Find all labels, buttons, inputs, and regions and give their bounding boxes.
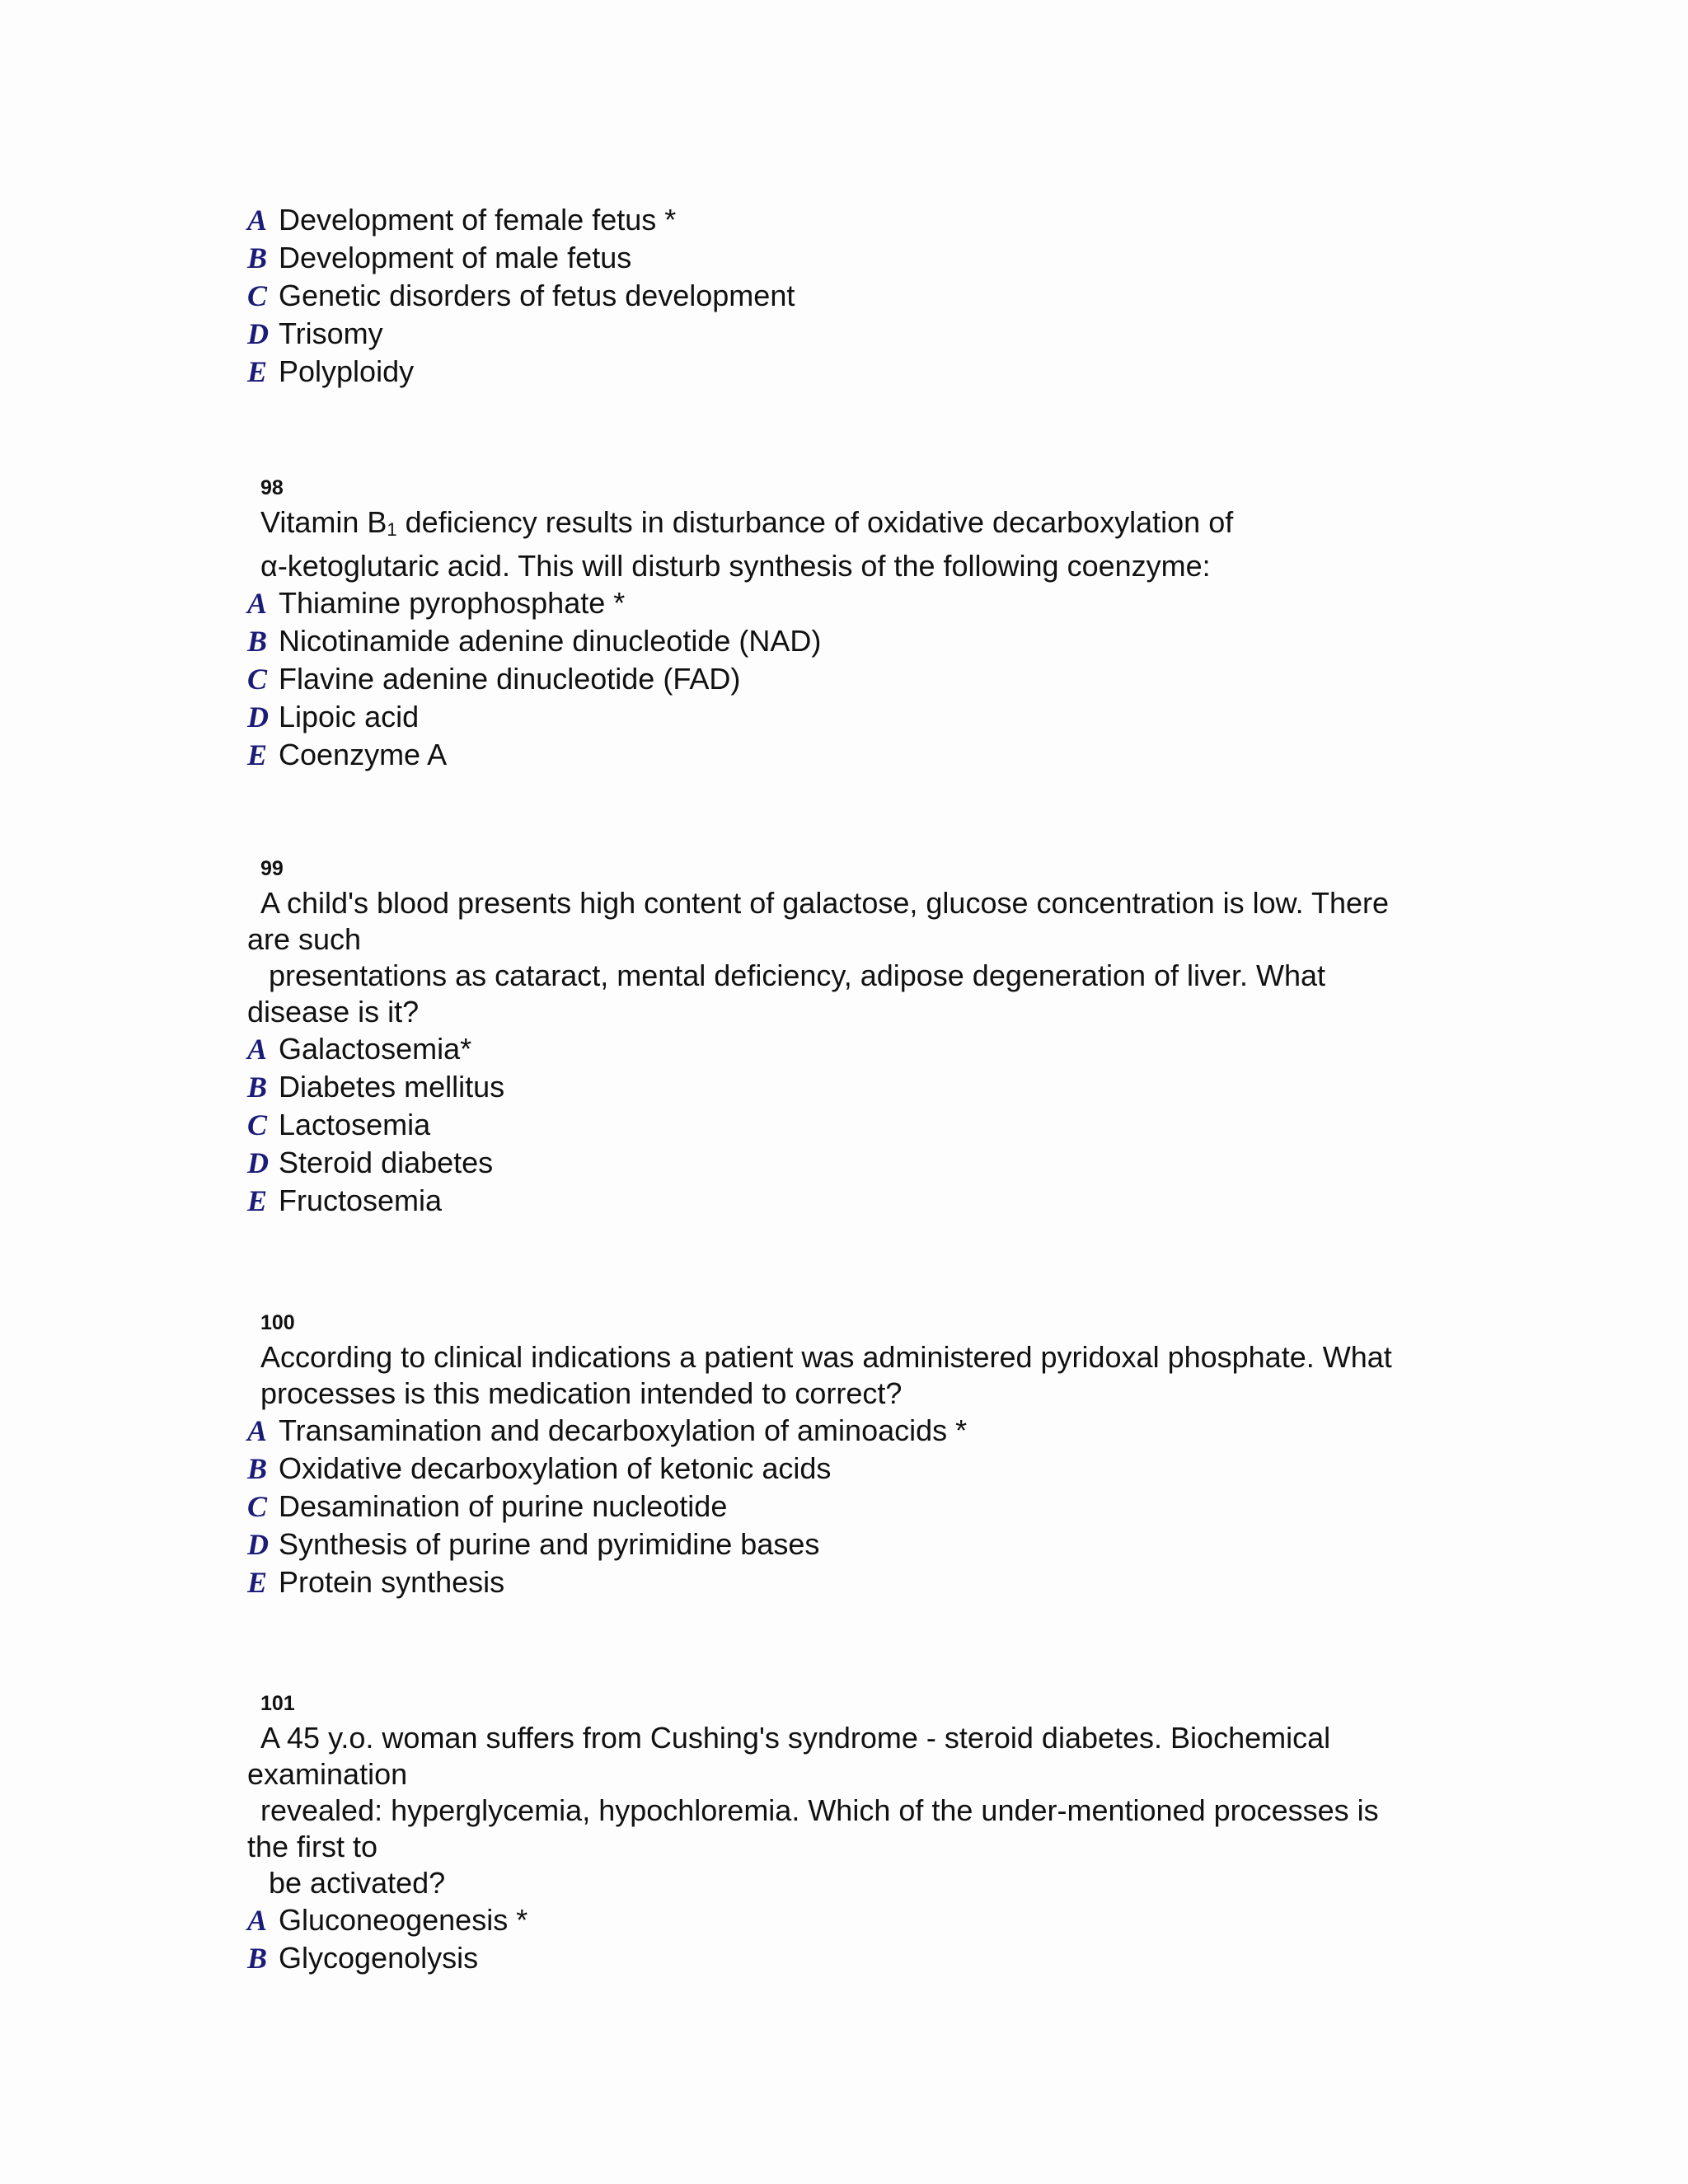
option-text: Desamination of purine nucleotide — [279, 1489, 728, 1523]
option-letter: A — [247, 1414, 268, 1447]
option-text: Coenzyme A — [279, 738, 448, 771]
option-text: Steroid diabetes — [279, 1146, 494, 1179]
question-number: 100 — [260, 1311, 295, 1334]
option-text: Fructosemia — [279, 1183, 443, 1217]
option-text: Genetic disorders of fetus development — [279, 279, 795, 312]
option-text: Nicotinamide adenine dinucleotide (NAD) — [279, 624, 822, 658]
option-text: Development of male fetus — [279, 241, 632, 274]
question-text: disease is it? — [247, 995, 420, 1029]
option-letter: D — [247, 1528, 269, 1561]
question-text: the first to — [247, 1830, 378, 1863]
option-c[interactable] — [247, 660, 1442, 698]
question-text: α-ketoglutaric acid. This will disturb synthesis of the following coenzyme: — [260, 549, 1211, 583]
question-97-options — [247, 201, 1442, 391]
option-a[interactable] — [247, 1901, 1442, 1939]
question-text: are such — [247, 922, 362, 956]
option-letter: B — [247, 1942, 268, 1975]
option-d[interactable] — [247, 698, 1442, 736]
question-number: 98 — [260, 476, 284, 499]
option-text: Diabetes mellitus — [279, 1070, 505, 1104]
option-text: Thiamine pyrophosphate * — [279, 586, 626, 620]
option-e[interactable] — [247, 736, 1442, 774]
option-d[interactable] — [247, 1144, 1442, 1182]
option-text: Gluconeogenesis * — [279, 1903, 528, 1937]
option-a[interactable] — [247, 584, 1442, 622]
option-c[interactable] — [247, 1106, 1442, 1144]
option-letter: C — [247, 1490, 268, 1523]
option-letter: E — [247, 355, 268, 388]
option-text: Oxidative decarboxylation of ketonic acids — [279, 1451, 832, 1485]
question-100 — [247, 1306, 1442, 1601]
option-letter: E — [247, 1566, 268, 1599]
option-letter: D — [247, 317, 269, 350]
option-text: Lipoic acid — [279, 700, 420, 733]
option-letter: A — [247, 1033, 268, 1066]
question-text: presentations as cataract, mental deficiency, adipose degeneration of liver. What — [269, 958, 1326, 992]
option-e[interactable] — [247, 1182, 1442, 1220]
option-b[interactable] — [247, 239, 1442, 277]
option-letter: B — [247, 625, 268, 658]
question-number: 101 — [260, 1692, 295, 1715]
option-letter: D — [247, 1146, 269, 1179]
question-text: A child's blood presents high content of galactose, glucose concentration is low. There — [260, 886, 1390, 920]
option-c[interactable] — [247, 1488, 1442, 1526]
option-b[interactable] — [247, 1068, 1442, 1106]
option-letter: A — [247, 204, 268, 237]
option-d[interactable] — [247, 315, 1442, 353]
option-e[interactable] — [247, 1563, 1442, 1601]
option-text: Development of female fetus * — [279, 203, 677, 237]
question-text: Vitamin $B_1$ deficiency results in disturbance of oxidative decarboxylation of — [260, 505, 1234, 540]
option-letter: A — [247, 1904, 268, 1937]
question-text: processes is this medication intended to correct? — [260, 1376, 903, 1410]
option-b[interactable] — [247, 1939, 1442, 1977]
question-99 — [247, 852, 1442, 1220]
option-c[interactable] — [247, 277, 1442, 315]
option-e[interactable] — [247, 353, 1442, 391]
option-text: Galactosemia* — [279, 1032, 472, 1066]
option-text: Trisomy — [279, 316, 383, 350]
option-text: Lactosemia — [279, 1108, 431, 1141]
option-letter: B — [247, 241, 268, 274]
option-b[interactable] — [247, 622, 1442, 660]
option-text: Glycogenolysis — [279, 1941, 479, 1975]
option-text: Polyploidy — [279, 354, 415, 388]
question-text: A 45 y.o. woman suffers from Cushing's syndrome - steroid diabetes. Biochemical — [260, 1721, 1331, 1755]
question-101 — [247, 1687, 1442, 1977]
question-text: be activated? — [269, 1866, 446, 1900]
option-d[interactable] — [247, 1526, 1442, 1563]
option-letter: A — [247, 587, 268, 620]
option-letter: E — [247, 738, 268, 771]
option-text: Transamination and decarboxylation of aminoacids * — [279, 1413, 968, 1447]
option-a[interactable] — [247, 1412, 1442, 1450]
option-letter: D — [247, 701, 269, 733]
option-a[interactable] — [247, 201, 1442, 239]
question-number: 99 — [260, 857, 284, 880]
option-letter: C — [247, 279, 268, 312]
option-text: Synthesis of purine and pyrimidine bases — [279, 1527, 820, 1561]
option-letter: B — [247, 1071, 268, 1104]
option-letter: E — [247, 1184, 268, 1217]
option-text: Flavine adenine dinucleotide (FAD) — [279, 662, 741, 696]
question-text: examination — [247, 1757, 408, 1791]
question-98 — [247, 471, 1442, 774]
question-text: According to clinical indications a patient was administered pyridoxal phosphate. What — [260, 1340, 1392, 1374]
option-b[interactable] — [247, 1450, 1442, 1488]
option-letter: B — [247, 1452, 268, 1485]
question-text: revealed: hyperglycemia, hypochloremia. Which of the under-mentioned processes is — [260, 1793, 1379, 1827]
option-text: Protein synthesis — [279, 1565, 505, 1599]
option-letter: C — [247, 663, 268, 696]
option-a[interactable] — [247, 1030, 1442, 1068]
option-letter: C — [247, 1108, 268, 1141]
